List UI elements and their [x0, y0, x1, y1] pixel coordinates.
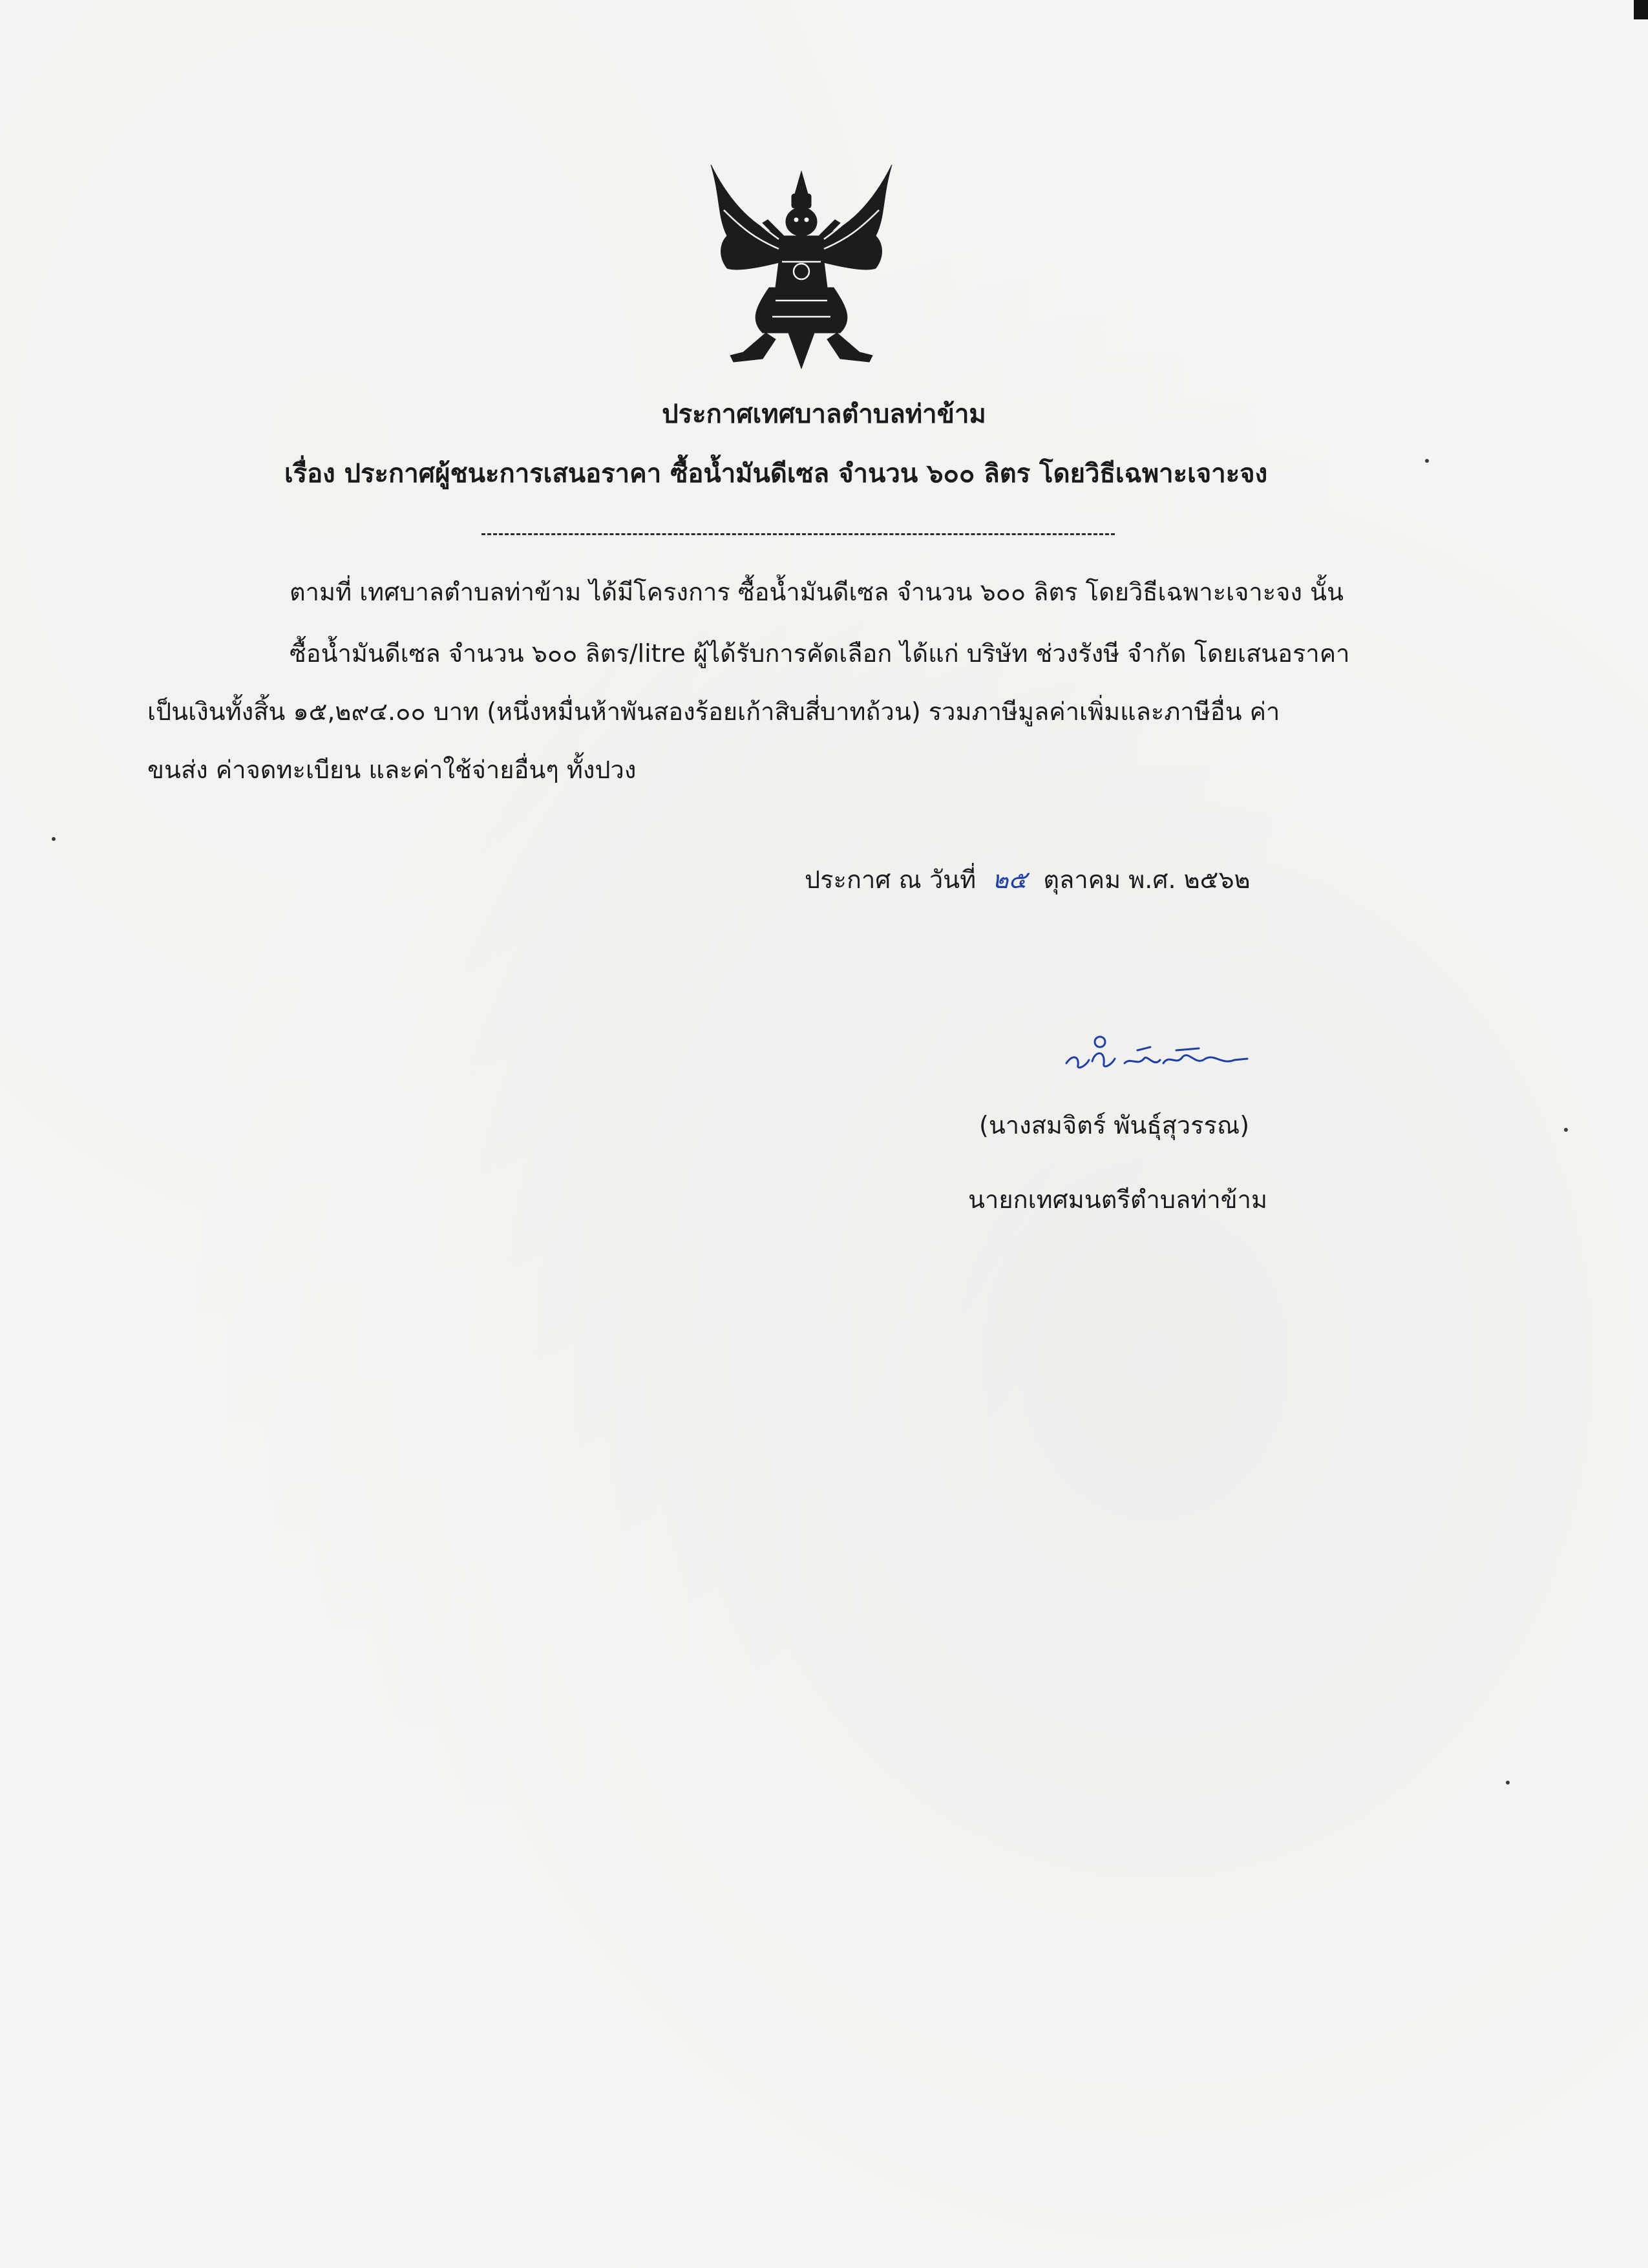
signatory-name: (นางสมจิตร์ พันธุ์สุวรรณ): [979, 1111, 1250, 1139]
signatory-position: นายกเทศมนตรีตำบลท่าข้าม: [968, 1185, 1268, 1214]
document-title: ประกาศเทศบาลตำบลท่าข้าม: [662, 399, 986, 429]
scan-speck: [1506, 1781, 1510, 1785]
scan-speck: [52, 837, 56, 841]
date-prefix: ประกาศ ณ วันที่: [805, 865, 977, 894]
scan-speck: [1564, 1128, 1568, 1132]
scan-speck: [1425, 459, 1429, 463]
announcement-date: [805, 860, 1251, 899]
body-line-2: ซื้อน้ำมันดีเซล จำนวน ๖๐๐ ลิตร/litre ผู้ได้รับการคัดเลือก ได้แก่ บริษัท ช่วงรังษี จำกัด โดยเสนอราคา: [290, 639, 1350, 668]
date-day-handwritten: ๒๕: [992, 865, 1028, 894]
signature: [1060, 1028, 1254, 1086]
body-line-1: ตามที่ เทศบาลตำบลท่าข้าม ได้มีโครงการ ซื้อน้ำมันดีเซล จำนวน ๖๐๐ ลิตร โดยวิธีเฉพาะเจาะจง นั้น: [290, 578, 1344, 606]
header-divider: [481, 533, 1115, 535]
body-line-3: เป็นเงินทั้งสิ้น ๑๕,๒๙๔.๐๐ บาท (หนึ่งหมื่นห้าพันสองร้อยเก้าสิบสี่บาทถ้วน) รวมภาษีมูลค่าเพิ่มและภาษีอื่น ค่า: [147, 697, 1280, 726]
body-line-4: ขนส่ง ค่าจดทะเบียน และค่าใช้จ่ายอื่นๆ ทั้งปวง: [147, 756, 637, 784]
scan-edge-mark: [1634, 0, 1648, 19]
document-subject: เรื่อง ประกาศผู้ชนะการเสนอราคา ซื้อน้ำมันดีเซล จำนวน ๖๐๐ ลิตร โดยวิธีเฉพาะเจาะจง: [284, 459, 1268, 489]
garuda-emblem: [692, 158, 911, 372]
date-month-year: ตุลาคม พ.ศ. ๒๕๖๒: [1043, 865, 1251, 894]
